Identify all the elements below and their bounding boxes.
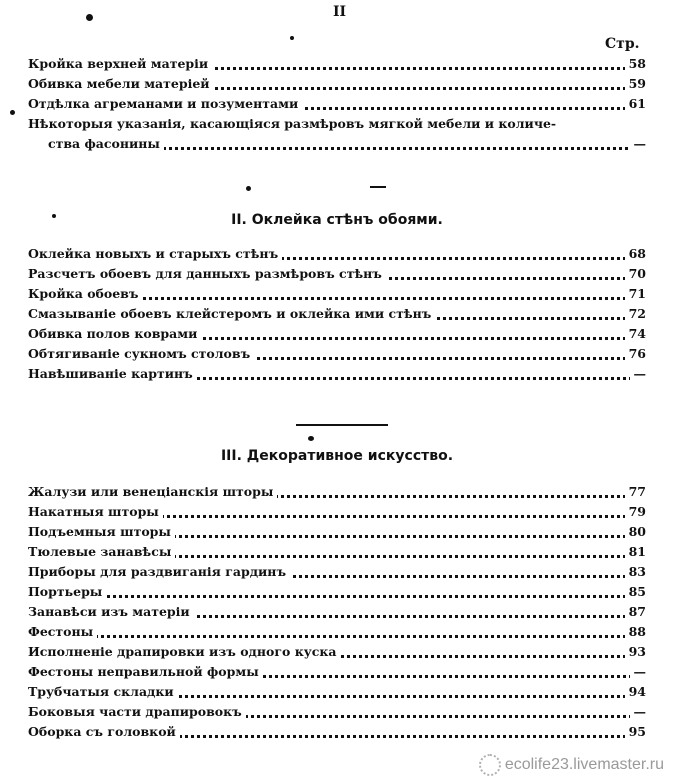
toc-entry: Приборы для раздвиганія гардинъ 83 — [28, 562, 646, 582]
toc-entry: Обивка полов коврами 74 — [28, 324, 646, 344]
print-speck — [10, 110, 15, 115]
toc-entry: Фестоны 88 — [28, 622, 646, 642]
toc-entry: Жалузи или венеціанскія шторы 77 — [28, 482, 646, 502]
toc-entry: Кройка обоевъ 71 — [28, 284, 646, 304]
toc-entry: Тюлевые занавѣсы 81 — [28, 542, 646, 562]
toc-entry: Оборка съ головкой 95 — [28, 722, 646, 742]
print-speck — [290, 36, 294, 40]
toc-entry: Отдѣлка агреманами и позументами 61 — [28, 94, 646, 114]
toc-entry: Портьеры 85 — [28, 582, 646, 602]
page-column-label: Стр. — [605, 36, 640, 52]
toc-entry: Разсчетъ обоевъ для данныхъ размѣровъ стѣнъ 70 — [28, 264, 646, 284]
print-speck — [52, 214, 56, 218]
toc-entry: Обтягиваніе сукномъ столовъ 76 — [28, 344, 646, 364]
print-speck — [308, 436, 314, 441]
print-speck — [246, 186, 251, 191]
toc-entry: Обивка мебели матеріей 59 — [28, 74, 646, 94]
toc-entry: Подъемныя шторы 80 — [28, 522, 646, 542]
divider-short — [370, 186, 386, 188]
toc-section-2 — [28, 244, 646, 384]
print-speck — [86, 14, 93, 21]
toc-section-1 — [28, 54, 646, 154]
page-number: II — [333, 4, 347, 20]
toc-entry: Нѣкоторыя указанія, касающіяся размѣровъ мягкой мебели и количе- — [28, 114, 646, 134]
toc-entry: Навѣшиваніе картинъ — — [28, 364, 646, 384]
toc-entry: Исполненіе драпировки изъ одного куска 93 — [28, 642, 646, 662]
section-divider — [296, 424, 388, 426]
toc-entry: Фестоны неправильной формы — — [28, 662, 646, 682]
toc-entry: Оклейка новыхъ и старыхъ стѣнъ 68 — [28, 244, 646, 264]
toc-section-3 — [28, 482, 646, 742]
watermark — [479, 754, 664, 776]
watermark-text: ecolife23.livemaster.ru — [504, 756, 664, 774]
toc-entry-continued: ства фасонины — — [28, 134, 646, 154]
toc-entry: Смазываніе обоевъ клейстеромъ и оклейка ими стѣнъ 72 — [28, 304, 646, 324]
toc-entry: Боковыя части драпировокъ — — [28, 702, 646, 722]
toc-entry: Трубчатыя складки 94 — [28, 682, 646, 702]
toc-entry: Накатныя шторы 79 — [28, 502, 646, 522]
snowflake-icon — [479, 754, 501, 776]
section-heading-2: II. Оклейка стѣнъ обоями. — [231, 212, 443, 228]
section-heading-3: III. Декоративное искусство. — [220, 448, 454, 464]
toc-entry: Занавѣси изъ матеріи 87 — [28, 602, 646, 622]
toc-entry: Кройка верхней матеріи 58 — [28, 54, 646, 74]
